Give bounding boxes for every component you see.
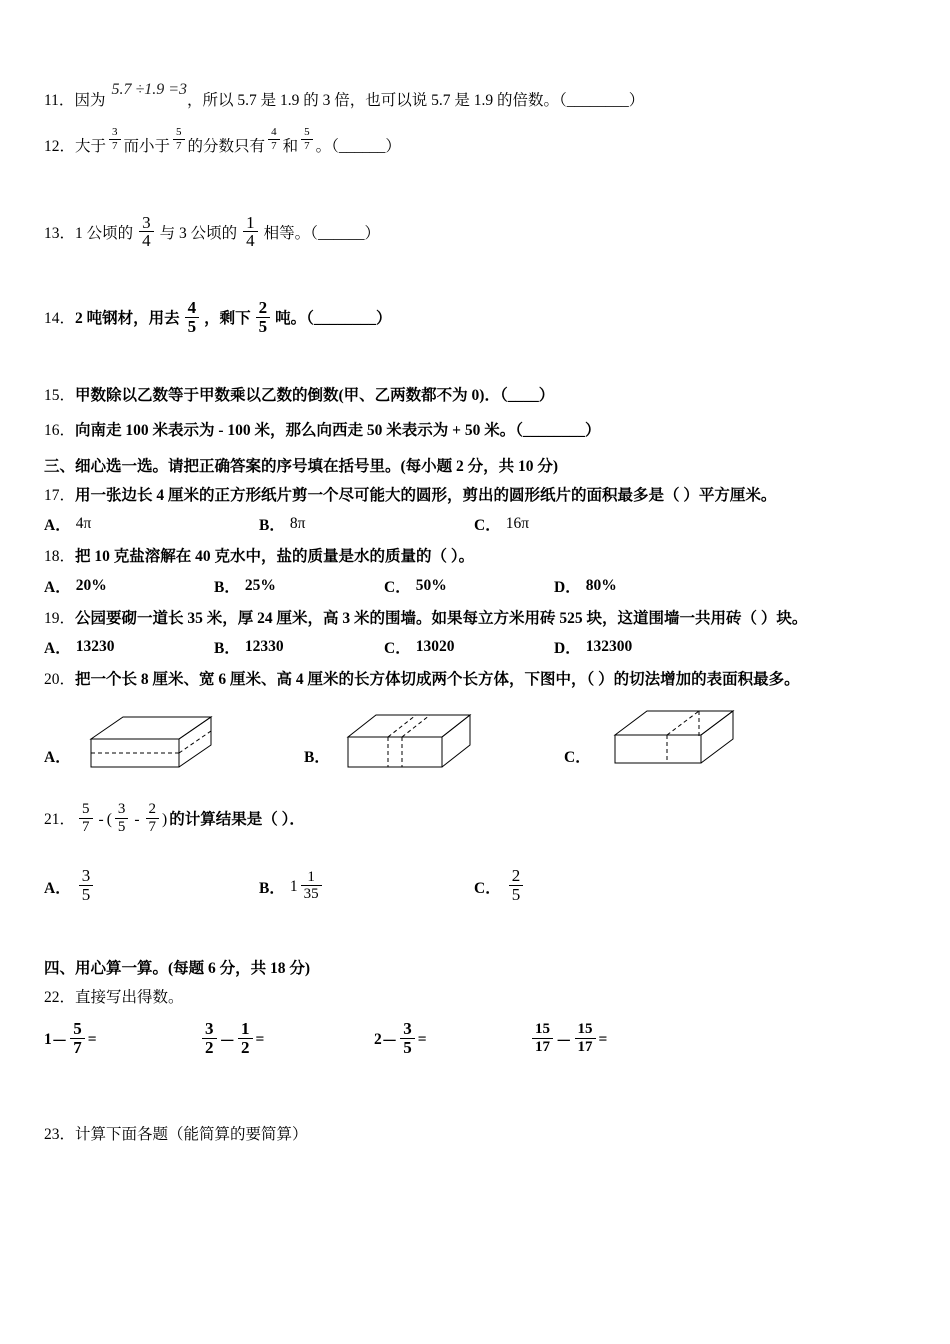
q11-tail: ） <box>628 91 645 109</box>
denominator: 17 <box>575 1038 596 1056</box>
denominator: 5 <box>509 885 524 905</box>
q18-number: 18． <box>44 548 76 566</box>
numerator: 1 <box>241 1019 250 1039</box>
denominator: 35 <box>301 885 322 903</box>
q14-text-1: 2 吨钢材，用去 <box>75 310 180 328</box>
q20-text: 把一个长 8 厘米、宽 6 厘米、高 4 厘米的长方体切成两个长方体，下图中，（ ）的切法增加的表面积最多。 <box>75 670 800 688</box>
whole-part: 2 <box>374 1031 382 1048</box>
denominator: 4 <box>139 231 154 251</box>
q21-option-b[interactable] <box>259 868 474 906</box>
question-14 <box>44 300 908 338</box>
whole-part: 1 <box>289 878 298 896</box>
q12-text-1: 大于 <box>75 137 107 155</box>
numerator: 3 <box>205 1019 214 1039</box>
question-23 <box>44 1123 908 1146</box>
option-label: C． <box>384 578 411 596</box>
q21-op-1: - <box>98 811 104 829</box>
numerator: 3 <box>403 1019 412 1039</box>
option-label: A． <box>44 639 71 657</box>
option-label: A． <box>44 578 71 596</box>
q21-fraction-2 <box>115 802 129 835</box>
numerator: 3 <box>117 801 126 818</box>
q12-blank: ______ <box>338 137 386 155</box>
option-label: B． <box>259 880 285 898</box>
denominator: 5 <box>400 1038 415 1058</box>
numerator: 2 <box>148 801 157 818</box>
option-label: D． <box>554 639 581 657</box>
q14-text-3: 吨。（ <box>275 310 314 328</box>
q14-number: 14． <box>44 310 76 328</box>
numerator: 5 <box>176 126 182 138</box>
q14-fraction-2 <box>256 299 271 337</box>
numerator: 5 <box>82 801 90 818</box>
q11-blank: ________ <box>566 91 629 109</box>
question-18 <box>44 545 908 568</box>
option-fraction <box>301 870 322 903</box>
section-3-title: 三、细心选一选。请把正确答案的序号填在括号里。(每小题 2 分，共 10 分) <box>44 458 559 476</box>
q17-number: 17． <box>44 487 76 505</box>
q22-item-4 <box>529 1023 607 1056</box>
option-label: C． <box>474 880 501 898</box>
question-22-items <box>44 1021 908 1059</box>
section-4-title: 四、用心算一算。(每题 6 分，共 18 分) <box>44 959 311 977</box>
operator: － <box>556 1033 572 1050</box>
question-21-options <box>44 868 908 906</box>
question-12 <box>44 126 908 159</box>
option-value: 8π <box>289 515 306 533</box>
numerator: 1 <box>246 212 255 232</box>
numerator: 15 <box>535 1021 550 1038</box>
q20-number: 20． <box>44 670 76 688</box>
q19-option-b[interactable] <box>214 636 384 658</box>
q19-option-c[interactable] <box>384 636 554 658</box>
option-label: A． <box>44 517 71 535</box>
q21-op-2: - <box>134 811 140 829</box>
question-13 <box>44 212 908 253</box>
question-16 <box>44 419 908 442</box>
q13-text-1: 1 公顷的 <box>75 224 134 242</box>
numerator: 2 <box>511 866 521 886</box>
option-value: 80% <box>585 576 617 594</box>
q16-tail: ） <box>585 421 601 439</box>
q12-number: 12． <box>44 137 76 155</box>
q15-number: 15． <box>44 386 76 404</box>
q12-fraction-1 <box>109 127 121 152</box>
q14-tail: ） <box>375 310 392 328</box>
cuboid-vertical-cut-icon <box>340 705 490 785</box>
q18-option-c[interactable] <box>384 575 554 597</box>
cuboid-horizontal-cut-icon <box>81 705 221 785</box>
option-label: B． <box>214 639 240 657</box>
q12-text-3: 的分数只有 <box>187 137 266 155</box>
denominator: 7 <box>79 818 93 836</box>
q16-blank: ________ <box>523 421 586 439</box>
q15-tail: ） <box>538 386 555 404</box>
q14-blank: ________ <box>313 310 376 328</box>
fraction-2 <box>238 1020 253 1058</box>
fraction <box>70 1020 85 1058</box>
option-value: 13020 <box>415 637 455 655</box>
numerator: 1 <box>307 868 315 885</box>
q16-number: 16． <box>44 421 76 439</box>
q18-option-d[interactable] <box>554 575 617 597</box>
numerator: 4 <box>187 298 197 318</box>
denominator: 17 <box>532 1038 553 1056</box>
q21-fraction-1 <box>79 802 93 835</box>
q19-text: 公园要砌一道长 35 米，厚 24 厘米，高 3 米的围墙。如果每立方米用砖 525 块，这道围墙一共用砖（ ）块。 <box>75 609 808 627</box>
q12-fraction-2 <box>173 127 185 152</box>
numerator: 3 <box>142 212 151 232</box>
question-17 <box>44 484 908 507</box>
option-value: 13230 <box>75 637 115 655</box>
option-value: 132300 <box>585 637 633 655</box>
option-mixed-number <box>289 868 325 904</box>
q17-option-b[interactable] <box>259 513 474 535</box>
q14-fraction-1 <box>185 299 200 337</box>
equals-sign: = <box>417 1031 427 1048</box>
q12-text-4: 和 <box>282 137 299 155</box>
q12-fraction-3 <box>268 127 280 152</box>
question-19 <box>44 607 908 630</box>
question-22 <box>44 986 908 1009</box>
q17-text: 用一张边长 4 厘米的正方形纸片剪一个尽可能大的圆形，剪出的圆形纸片的面积最多是（ ）平方厘米。 <box>75 487 777 505</box>
equals-sign: = <box>598 1031 608 1048</box>
whole-part: 1 <box>44 1031 52 1048</box>
option-label: C． <box>384 639 411 657</box>
q13-tail: ） <box>364 224 380 242</box>
denominator: 2 <box>238 1038 253 1058</box>
denominator: 5 <box>115 818 129 836</box>
q17-option-c[interactable] <box>474 513 689 535</box>
question-20-options <box>44 705 908 785</box>
denominator: 7 <box>268 139 280 152</box>
option-fraction <box>509 867 524 905</box>
q13-fraction-2 <box>243 214 258 252</box>
q22-item-3 <box>374 1021 529 1059</box>
question-11 <box>44 81 908 112</box>
q18-option-b[interactable] <box>214 575 384 597</box>
option-label: C． <box>564 749 591 767</box>
fraction-1 <box>532 1022 553 1055</box>
q23-number: 23． <box>44 1125 76 1143</box>
option-value: 4π <box>75 515 92 533</box>
denominator: 5 <box>185 317 200 337</box>
option-label: B． <box>259 517 285 535</box>
numerator: 4 <box>271 126 277 138</box>
q11-text-after: ，所以 5.7 是 1.9 的 3 倍，也可以说 5.7 是 1.9 的倍数。（ <box>187 91 567 109</box>
option-value: 20% <box>75 576 107 594</box>
q21-number: 21． <box>44 811 76 829</box>
q22-number: 22． <box>44 988 76 1006</box>
q18-option-a[interactable] <box>44 575 214 597</box>
q11-number: 11． <box>44 91 75 109</box>
question-19-options <box>44 636 908 658</box>
equals-sign: = <box>255 1031 265 1048</box>
q20-option-b[interactable] <box>304 705 564 785</box>
fraction <box>400 1020 415 1058</box>
q11-formula: 5.7 ÷1.9 =3 <box>111 81 188 98</box>
denominator: 4 <box>243 231 258 251</box>
fraction-1 <box>202 1020 217 1058</box>
q22-item-1 <box>44 1021 199 1059</box>
option-label: A． <box>44 880 71 898</box>
denominator: 7 <box>146 818 160 836</box>
q13-number: 13． <box>44 224 76 242</box>
q13-text-2: 与 3 公顷的 <box>159 224 238 242</box>
q13-blank: ______ <box>317 224 365 242</box>
question-17-options <box>44 513 908 535</box>
q21-option-c[interactable] <box>474 868 526 906</box>
q14-text-2: ，剩下 <box>204 310 251 328</box>
option-label: D． <box>554 578 581 596</box>
q18-text: 把 10 克盐溶解在 40 克水中，盐的质量是水的质量的（ ）。 <box>75 548 475 566</box>
operator: － <box>381 1033 398 1050</box>
cuboid-depth-cut-icon <box>601 705 751 785</box>
fraction-2 <box>575 1022 596 1055</box>
q12-fraction-4 <box>301 127 313 152</box>
q17-option-a[interactable] <box>44 513 259 535</box>
option-label: B． <box>214 578 240 596</box>
q13-fraction-1 <box>139 214 154 252</box>
q15-blank: ____ <box>507 386 539 404</box>
numerator: 5 <box>73 1019 82 1039</box>
q12-text-5: 。（ <box>315 137 339 155</box>
q12-text-2: 而小于 <box>123 137 171 155</box>
denominator: 7 <box>70 1038 85 1058</box>
denominator: 7 <box>301 139 313 152</box>
operator: － <box>51 1033 68 1050</box>
q21-paren-close: ) <box>162 811 168 829</box>
q21-text-after: 的计算结果是（ ）． <box>169 811 305 829</box>
numerator: 3 <box>81 866 91 886</box>
operator: － <box>219 1033 236 1050</box>
q23-text: 计算下面各题（能简算的要简算） <box>75 1125 308 1143</box>
q12-tail: ） <box>385 137 401 155</box>
q21-fraction-3 <box>146 802 160 835</box>
numerator: 5 <box>304 126 310 138</box>
q19-number: 19． <box>44 609 76 627</box>
option-fraction <box>79 867 94 905</box>
option-label: B． <box>304 749 330 767</box>
denominator: 7 <box>173 139 185 152</box>
option-value: 50% <box>415 576 447 594</box>
numerator: 3 <box>112 126 118 138</box>
question-21 <box>44 803 908 836</box>
option-label: C． <box>474 517 501 535</box>
q13-text-3: 相等。（ <box>263 224 318 242</box>
question-20 <box>44 668 908 691</box>
q20-option-a[interactable] <box>44 705 304 785</box>
page-content <box>44 81 908 1152</box>
denominator: 7 <box>109 139 121 152</box>
denominator: 5 <box>79 885 94 905</box>
q22-text: 直接写出得数。 <box>75 988 184 1006</box>
q11-text-before: 因为 <box>74 91 106 109</box>
option-value: 16π <box>505 515 530 533</box>
equals-sign: = <box>87 1031 97 1048</box>
question-15 <box>44 384 908 407</box>
q21-paren-open: ( <box>106 811 112 829</box>
q19-option-d[interactable] <box>554 636 632 658</box>
numerator: 2 <box>258 298 268 318</box>
q21-option-a[interactable] <box>44 868 259 906</box>
denominator: 5 <box>256 317 271 337</box>
numerator: 15 <box>577 1021 593 1038</box>
question-18-options <box>44 575 908 597</box>
option-value: 12330 <box>244 637 284 655</box>
option-value: 25% <box>244 576 276 594</box>
q20-option-c[interactable] <box>564 705 751 785</box>
q19-option-a[interactable] <box>44 636 214 658</box>
option-label: A． <box>44 749 71 767</box>
q15-text: 甲数除以乙数等于甲数乘以乙数的倒数(甲、乙两数都不为 0)．（ <box>75 386 508 404</box>
q16-text: 向南走 100 米表示为 - 100 米，那么向西走 50 米表示为 + 50 米。（ <box>75 421 524 439</box>
denominator: 2 <box>202 1038 217 1058</box>
q22-item-2 <box>199 1021 374 1059</box>
